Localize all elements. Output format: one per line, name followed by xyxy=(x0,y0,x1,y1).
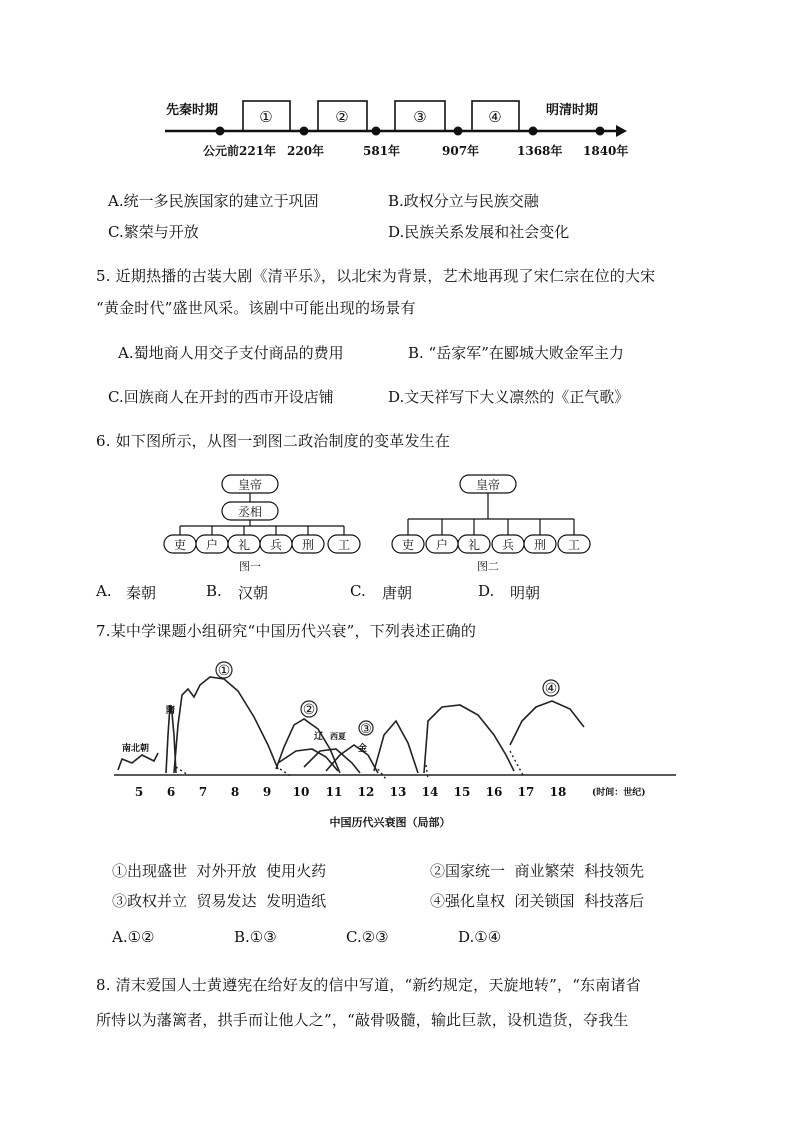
timeline-right-label: 明清时期 xyxy=(546,103,599,118)
timeline-figure xyxy=(0,0,794,180)
fig1-dept: 户 xyxy=(205,538,219,552)
chart-tick: 7 xyxy=(198,785,208,799)
q6-option-a-letter: A. xyxy=(96,582,112,600)
q7-statement-3: ③政权并立 贸易发达 发明造纸 xyxy=(112,892,327,910)
timeline-tick-label: 220年 xyxy=(287,144,325,158)
fig2-dept: 礼 xyxy=(467,538,481,552)
fig2-emperor: 皇帝 xyxy=(475,478,501,492)
chart-tick: 8 xyxy=(230,785,240,799)
timeline-tick-label: 907年 xyxy=(442,144,480,158)
q5-option-c[interactable]: C.回族商人在开封的西市开设店铺 xyxy=(108,388,334,406)
q7-option-d[interactable]: D.①④ xyxy=(458,928,502,946)
fig2-dept: 兵 xyxy=(501,538,515,552)
q8-stem-line1: 8. 清末爱国人士黄遵宪在给好友的信中写道，“新约规定，天旋地转”，“东南诸省 xyxy=(96,976,641,994)
fig1-dept: 兵 xyxy=(269,538,283,552)
q5-option-a[interactable]: A.蜀地商人用交子支付商品的费用 xyxy=(118,344,344,362)
q6-option-b-letter: B. xyxy=(206,582,222,600)
q6-stem: 6. 如下图所示，从图一到图二政治制度的变革发生在 xyxy=(96,432,451,450)
q6-figure-1 xyxy=(158,470,358,580)
fig1-emperor: 皇帝 xyxy=(237,478,263,492)
q7-statement-1: ①出现盛世 对外开放 使用火药 xyxy=(112,862,327,880)
q6-option-d-letter: D. xyxy=(478,582,495,600)
chart-tick: 9 xyxy=(262,785,272,799)
chart-label-nanbeichao: 南北朝 xyxy=(122,744,150,754)
q7-stem: 7.某中学课题小组研究“中国历代兴衰”，下列表述正确的 xyxy=(96,622,477,640)
q7-option-a[interactable]: A.①② xyxy=(112,928,155,946)
chart-title: 中国历代兴衰图（局部） xyxy=(329,816,451,829)
chart-marker-3: ③ xyxy=(360,722,372,737)
q6-option-b[interactable]: 汉朝 xyxy=(238,584,269,602)
timeline-tick-label: 581年 xyxy=(363,144,401,158)
timeline-left-label: 先秦时期 xyxy=(166,103,219,118)
chart-label-sui: 隋 xyxy=(166,706,176,716)
q7-option-c[interactable]: C.②③ xyxy=(346,928,389,946)
chart-tick: 10 xyxy=(292,785,310,799)
chart-tick: 11 xyxy=(325,785,343,799)
fig1-chancellor: 丞相 xyxy=(237,505,263,519)
fig1-dept: 吏 xyxy=(173,538,187,552)
timeline-box-4: ④ xyxy=(488,108,502,126)
chart-tick: 12 xyxy=(357,785,375,799)
timeline-tick-label: 1840年 xyxy=(583,144,629,158)
q4-option-a[interactable]: A.统一多民族国家的建立于巩固 xyxy=(108,192,319,210)
chart-tick: 5 xyxy=(134,785,144,799)
q6-option-c[interactable]: 唐朝 xyxy=(382,584,413,602)
q7-rise-fall-chart xyxy=(108,655,708,835)
fig1-caption: 图一 xyxy=(239,560,261,573)
chart-tick: 18 xyxy=(549,785,567,799)
fig2-dept: 吏 xyxy=(401,538,415,552)
timeline-tick-label: 公元前221年 xyxy=(203,144,277,158)
fig2-dept: 工 xyxy=(567,538,581,552)
chart-axis-label: (时间：世纪) xyxy=(592,788,646,798)
chart-tick: 15 xyxy=(453,785,471,799)
chart-marker-1: ① xyxy=(217,663,231,679)
chart-marker-2: ② xyxy=(302,702,316,718)
fig1-dept: 刑 xyxy=(301,538,315,552)
q4-option-d[interactable]: D.民族关系发展和社会变化 xyxy=(388,223,570,241)
q6-option-d[interactable]: 明朝 xyxy=(510,584,541,602)
chart-tick: 13 xyxy=(389,785,407,799)
chart-label-jin: 金 xyxy=(358,744,368,754)
q7-statement-2: ②国家统一 商业繁荣 科技领先 xyxy=(430,862,645,880)
chart-tick: 14 xyxy=(421,785,439,799)
fig2-dept: 刑 xyxy=(533,538,547,552)
q6-figure-2 xyxy=(388,470,598,580)
q4-option-b[interactable]: B.政权分立与民族交融 xyxy=(388,192,539,210)
chart-label-xixia: 西夏 xyxy=(330,731,346,741)
timeline-box-1: ① xyxy=(259,108,273,126)
q6-option-c-letter: C. xyxy=(350,582,366,600)
timeline-tick-label: 1368年 xyxy=(517,144,563,158)
q6-option-a[interactable]: 秦朝 xyxy=(126,584,157,602)
timeline-box-3: ③ xyxy=(413,108,427,126)
q5-option-b[interactable]: B. “岳家军”在郾城大败金军主力 xyxy=(408,344,624,362)
fig1-dept: 礼 xyxy=(237,538,251,552)
q4-option-c[interactable]: C.繁荣与开放 xyxy=(108,223,199,241)
q8-stem-line2: 所恃以为藩篱者，拱手而让他人之”，“敲骨吸髓，输此巨款，设机造货，夺我生 xyxy=(96,1011,629,1029)
fig1-dept: 工 xyxy=(337,538,351,552)
chart-tick: 16 xyxy=(485,785,503,799)
q7-option-b[interactable]: B.①③ xyxy=(234,928,277,946)
chart-label-liao: 辽 xyxy=(314,732,324,742)
q5-stem-line2: “黄金时代”盛世风采。该剧中可能出现的场景有 xyxy=(96,299,416,317)
q5-stem-line1: 5. 近期热播的古装大剧《清平乐》，以北宋为背景，艺术地再现了宋仁宗在位的大宋 xyxy=(96,267,656,285)
timeline-box-2: ② xyxy=(335,108,349,126)
q5-option-d[interactable]: D.文天祥写下大义凛然的《正气歌》 xyxy=(388,388,630,406)
fig2-dept: 户 xyxy=(435,538,449,552)
chart-tick: 17 xyxy=(517,785,535,799)
chart-tick: 6 xyxy=(166,785,176,799)
fig2-caption: 图二 xyxy=(477,560,499,573)
q7-statement-4: ④强化皇权 闭关锁国 科技落后 xyxy=(430,892,645,910)
chart-marker-4: ④ xyxy=(544,681,558,697)
